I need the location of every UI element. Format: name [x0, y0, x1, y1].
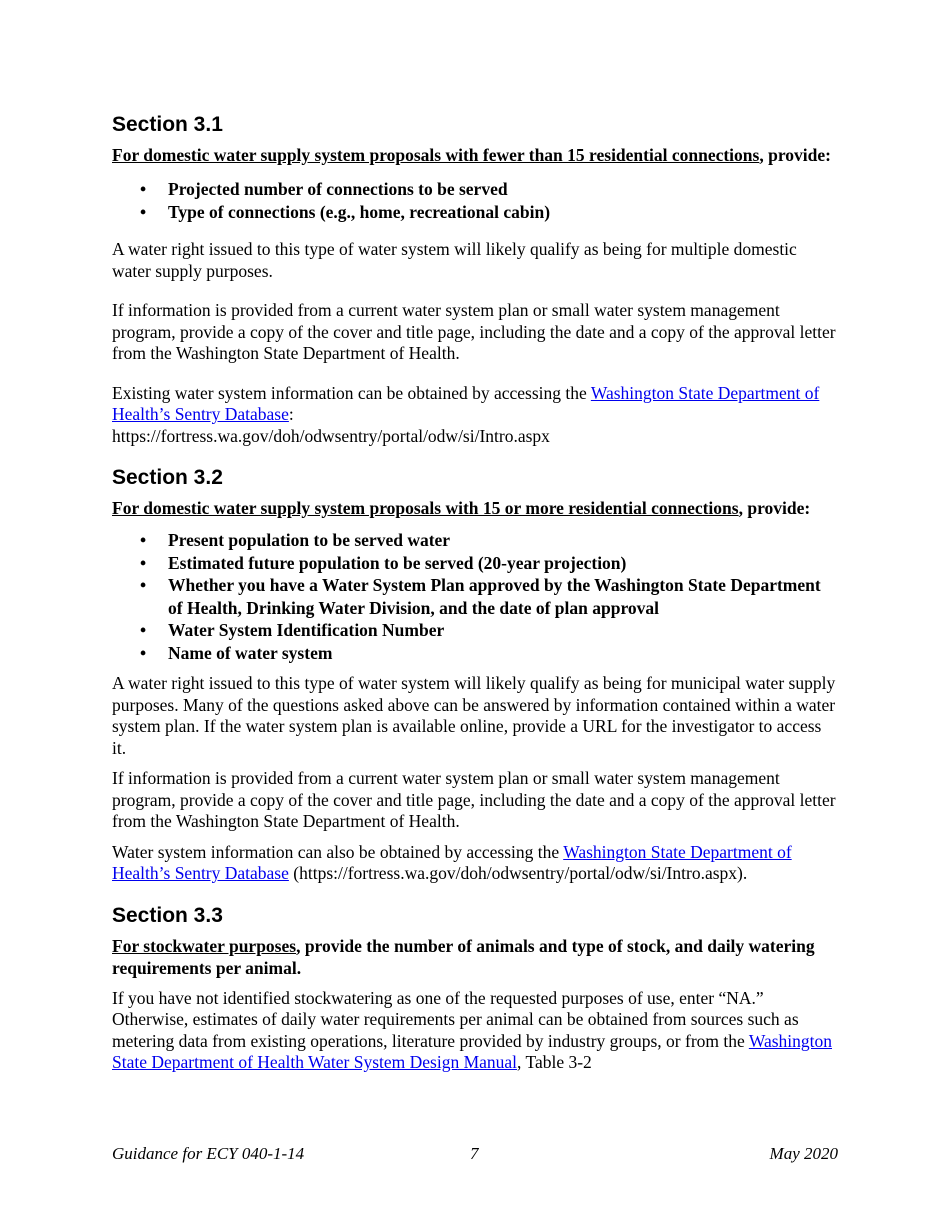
- section-3-3-heading: Section 3.3: [112, 903, 223, 927]
- section-3-2-heading: Section 3.2: [112, 466, 223, 489]
- section-3-1-heading: Section 3.1: [112, 113, 223, 136]
- bullet-item: • Water System Identification Number: [112, 619, 838, 642]
- section-3-1-paragraph-2: If information is provided from a current water system plan or small water system management program, provide a copy of the cover and title page, including the date and a copy of the approval letter from the Washington State Department of Health.: [112, 300, 836, 363]
- bullet-item: • Present population to be served water: [112, 529, 838, 552]
- section-3-3-lead-rest: , provide the number of animals and type of stock, and daily watering requirements per animal.: [112, 935, 815, 978]
- section-3-1-lead-underlined: For domestic water supply system proposals with fewer than 15 residential connections: [112, 145, 760, 165]
- footer-document-title: Guidance for ECY 040-1-14: [112, 1144, 305, 1163]
- section-3-2-paragraph-3: [112, 842, 838, 885]
- sentry-database-link[interactable]: Washington State Department of Health’s Sentry Database: [112, 841, 792, 883]
- document-body: [112, 112, 838, 1074]
- bullet-item: • Type of connections (e.g., home, recreational cabin): [112, 201, 838, 224]
- sentry-database-url: https://fortress.wa.gov/doh/odwsentry/portal/odw/si/Intro.aspx: [112, 425, 550, 446]
- section-3-1-paragraph-1: A water right issued to this type of water system will likely qualify as being for multiple domestic water supply purposes.: [112, 239, 797, 281]
- text-span: Existing water system information can be obtained by accessing the: [112, 382, 591, 403]
- text-span: , Table 3-2: [517, 1052, 592, 1072]
- footer-date: May 2020: [769, 1144, 838, 1163]
- section-3-1-paragraph-3: [112, 383, 838, 448]
- section-3-2-paragraph-1: A water right issued to this type of water system will likely qualify as being for municipal water supply purposes. Many of the questions asked above can be answered by information contained within a water system plan. If the water system plan is available online, provide a URL for the investigator to access it.: [112, 673, 836, 758]
- text-span: If you have not identified stockwatering as one of the requested purposes of use, enter “NA.” Otherwise, estimates of daily water requirements per animal can be obtained from sources such as metering data from existing operations, literature provided by industry groups, or from the: [112, 987, 799, 1051]
- bullet-item: • Name of water system: [112, 642, 838, 665]
- page-footer: [112, 1144, 838, 1166]
- section-3-2-lead-rest: , provide:: [738, 498, 811, 518]
- footer-page-number: 7: [470, 1144, 479, 1163]
- section-3-2-lead-underlined: For domestic water supply system proposals with 15 or more residential connections: [112, 498, 739, 518]
- text-span: Water system information can also be obtained by accessing the: [112, 841, 564, 862]
- section-3-2-lead: [112, 497, 838, 519]
- section-3-3-lead-underlined: For stockwater purposes: [112, 935, 297, 956]
- bullet-item: • Whether you have a Water System Plan approved by the Washington State Department of Health, Drinking Water Division, and the date of plan approval: [112, 574, 838, 619]
- section-3-1-lead-rest: , provide:: [759, 145, 831, 165]
- section-3-3-paragraph-1: [112, 988, 838, 1074]
- section-3-2-bullet-list: [112, 529, 838, 664]
- section-3-1-bullet-list: [112, 178, 838, 223]
- bullet-item: • Estimated future population to be served (20-year projection): [112, 552, 838, 575]
- section-3-2-paragraph-2: If information is provided from a current water system plan or small water system management program, provide a copy of the cover and title page, including the date and a copy of the approval letter from the Washington State Department of Health.: [112, 768, 836, 831]
- section-3-3-lead: [112, 935, 838, 979]
- text-span: (https://fortress.wa.gov/doh/odwsentry/portal/odw/si/Intro.aspx).: [288, 863, 748, 883]
- design-manual-link[interactable]: Washington State Department of Health Water System Design Manual: [112, 1030, 832, 1072]
- text-span: :: [288, 404, 294, 424]
- bullet-item: • Projected number of connections to be served: [112, 178, 838, 201]
- sentry-database-link[interactable]: Washington State Department of Health’s Sentry Database: [112, 382, 820, 424]
- section-3-1-lead: [112, 144, 838, 166]
